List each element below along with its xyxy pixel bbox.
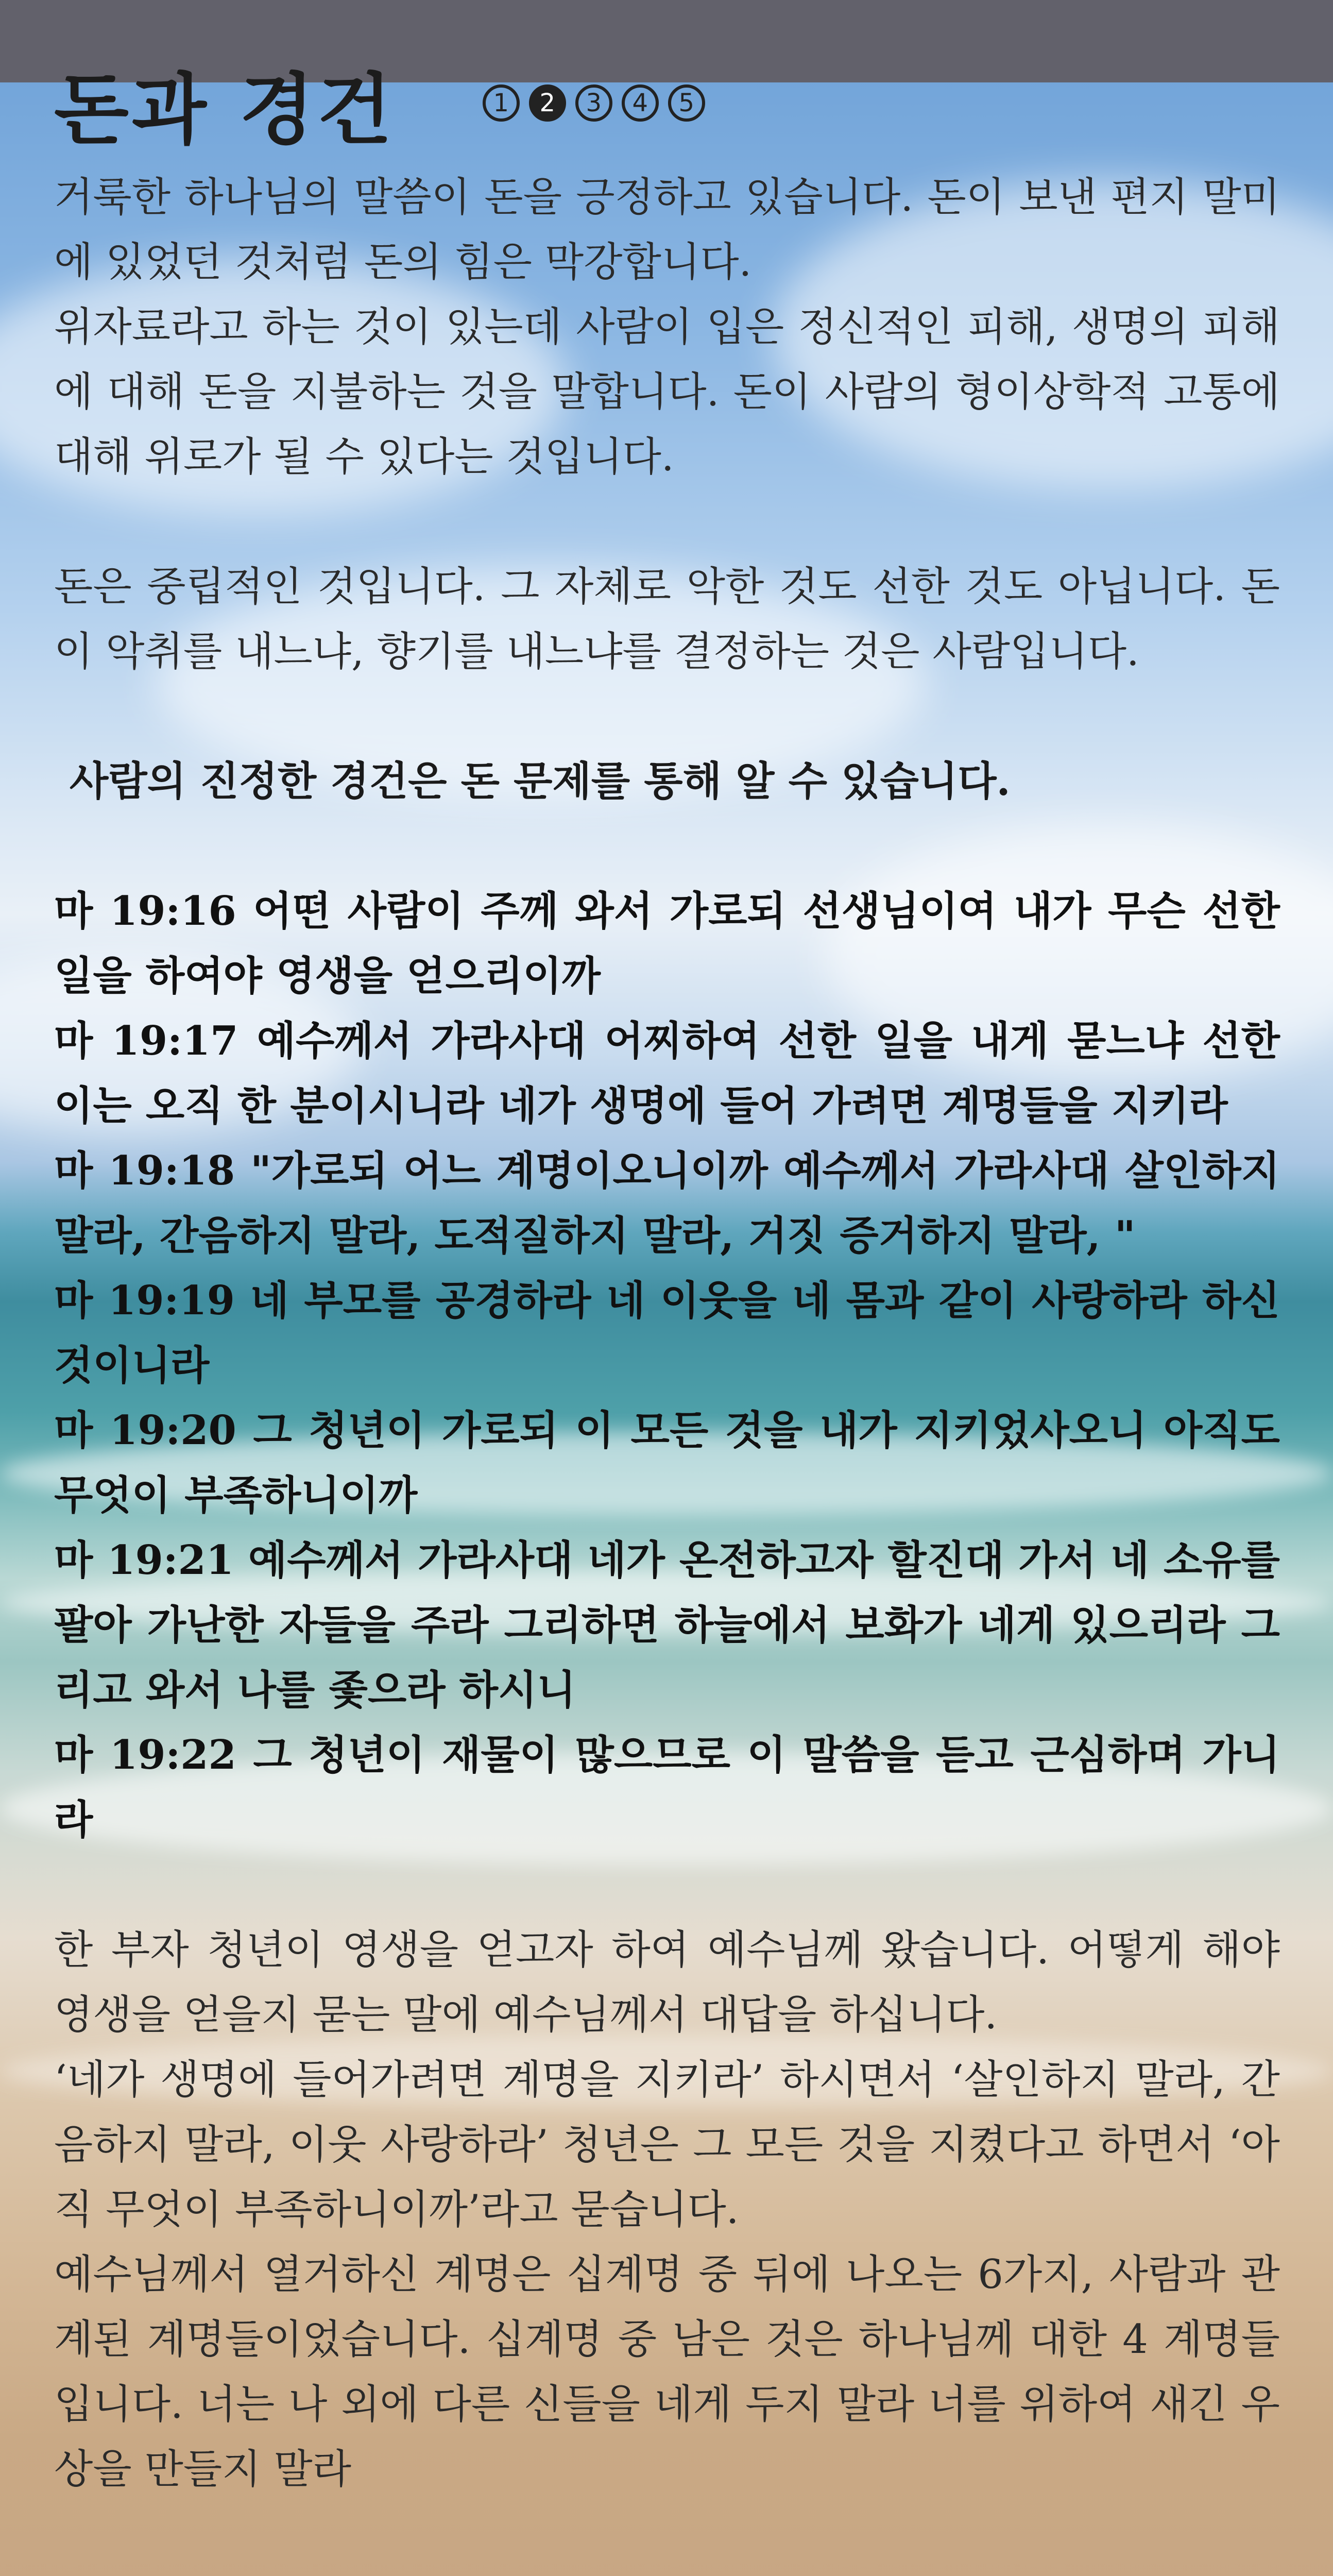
- verse-matthew-19-17: 마 19:17 예수께서 가라사대 어찌하여 선한 일을 내게 묻느냐 선한 이는 오직 한 분이시니라 네가 생명에 들어 가려면 계명들을 지키라: [54, 1018, 1280, 1129]
- verse-matthew-19-22: 마 19:22 그 청년이 재물이 많으므로 이 말씀을 듣고 근심하며 가니라: [54, 1732, 1280, 1843]
- page-marker-2-active: 2: [529, 84, 566, 122]
- paragraph-text: 거룩한 하나님의 말씀이 돈을 긍정하고 있습니다. 돈이 보낸 편지 말미에 있었던 것처럼 돈의 힘은 막강합니다.: [54, 174, 1280, 285]
- scripture-verses: [54, 879, 1280, 1853]
- page-title: 돈과 경건: [54, 65, 395, 155]
- paragraph-text: 위자료라고 하는 것이 있는데 사람이 입은 정신적인 피해, 생명의 피해에 대해 돈을 지불하는 것을 말합니다. 돈이 사람의 형이상학적 고통에 대해 위로가 될 수 있다는 것입니다.: [54, 304, 1280, 480]
- paragraph-text: 예수님께서 열거하신 계명은 십계명 중 뒤에 나오는 6가지, 사람과 관계된 계명들이었습니다. 십계명 중 남은 것은 하나님께 대한 4 계명들입니다. 너는 나 외에 다른 신들을 네게 두지 말라 너를 위하여 새긴 우상을 만들지 말라: [54, 2251, 1280, 2493]
- page-markers: [483, 84, 705, 122]
- verse-matthew-19-19: 마 19:19 네 부모를 공경하라 네 이웃을 네 몸과 같이 사랑하라 하신 것이니라: [54, 1277, 1280, 1389]
- paragraph-text: 돈은 중립적인 것입니다. 그 자체로 악한 것도 선한 것도 아닙니다. 돈이 악취를 내느냐, 향기를 내느냐를 결정하는 것은 사람입니다.: [54, 564, 1280, 675]
- paragraph-text: ‘네가 생명에 들어가려면 계명을 지키라’ 하시면서 ‘살인하지 말라, 간음하지 말라, 이웃 사랑하라’ 청년은 그 모든 것을 지켰다고 하면서 ‘아직 무엇이 부족하니이까’라고 묻습니다.: [54, 2057, 1280, 2233]
- emphasis-statement: 사람의 진정한 경건은 돈 문제를 통해 알 수 있습니다.: [70, 758, 1011, 805]
- article-body: [54, 165, 1280, 2502]
- page-marker-5: 5: [668, 84, 705, 122]
- verse-matthew-19-18: 마 19:18 "가로되 어느 계명이오니이까 예수께서 가라사대 살인하지 말라, 간음하지 말라, 도적질하지 말라, 거짓 증거하지 말라, ": [54, 1147, 1280, 1259]
- page-marker-1: 1: [483, 84, 520, 122]
- verse-matthew-19-16: 마 19:16 어떤 사람이 주께 와서 가로되 선생님이여 내가 무슨 선한 일을 하여야 영생을 얻으리이까: [54, 888, 1280, 999]
- verse-matthew-19-20: 마 19:20 그 청년이 가로되 이 모든 것을 내가 지키었사오니 아직도 무엇이 부족하니이까: [54, 1407, 1280, 1519]
- paragraph-rich-young-man: [54, 1918, 1280, 2502]
- paragraph-neutral-money: [54, 554, 1280, 684]
- page-marker-3: 3: [575, 84, 612, 122]
- paragraph-intro: [54, 165, 1280, 489]
- header: [54, 52, 705, 155]
- page-marker-4: 4: [622, 84, 659, 122]
- paragraph-text: 한 부자 청년이 영생을 얻고자 하여 예수님께 왔습니다. 어떻게 해야 영생을 얻을지 묻는 말에 예수님께서 대답을 하십니다.: [54, 1927, 1280, 2038]
- verse-matthew-19-21: 마 19:21 예수께서 가라사대 네가 온전하고자 할진대 가서 네 소유를 팔아 가난한 자들을 주라 그리하면 하늘에서 보화가 네게 있으리라 그리고 와서 나를 좇으라 하시니: [54, 1537, 1280, 1714]
